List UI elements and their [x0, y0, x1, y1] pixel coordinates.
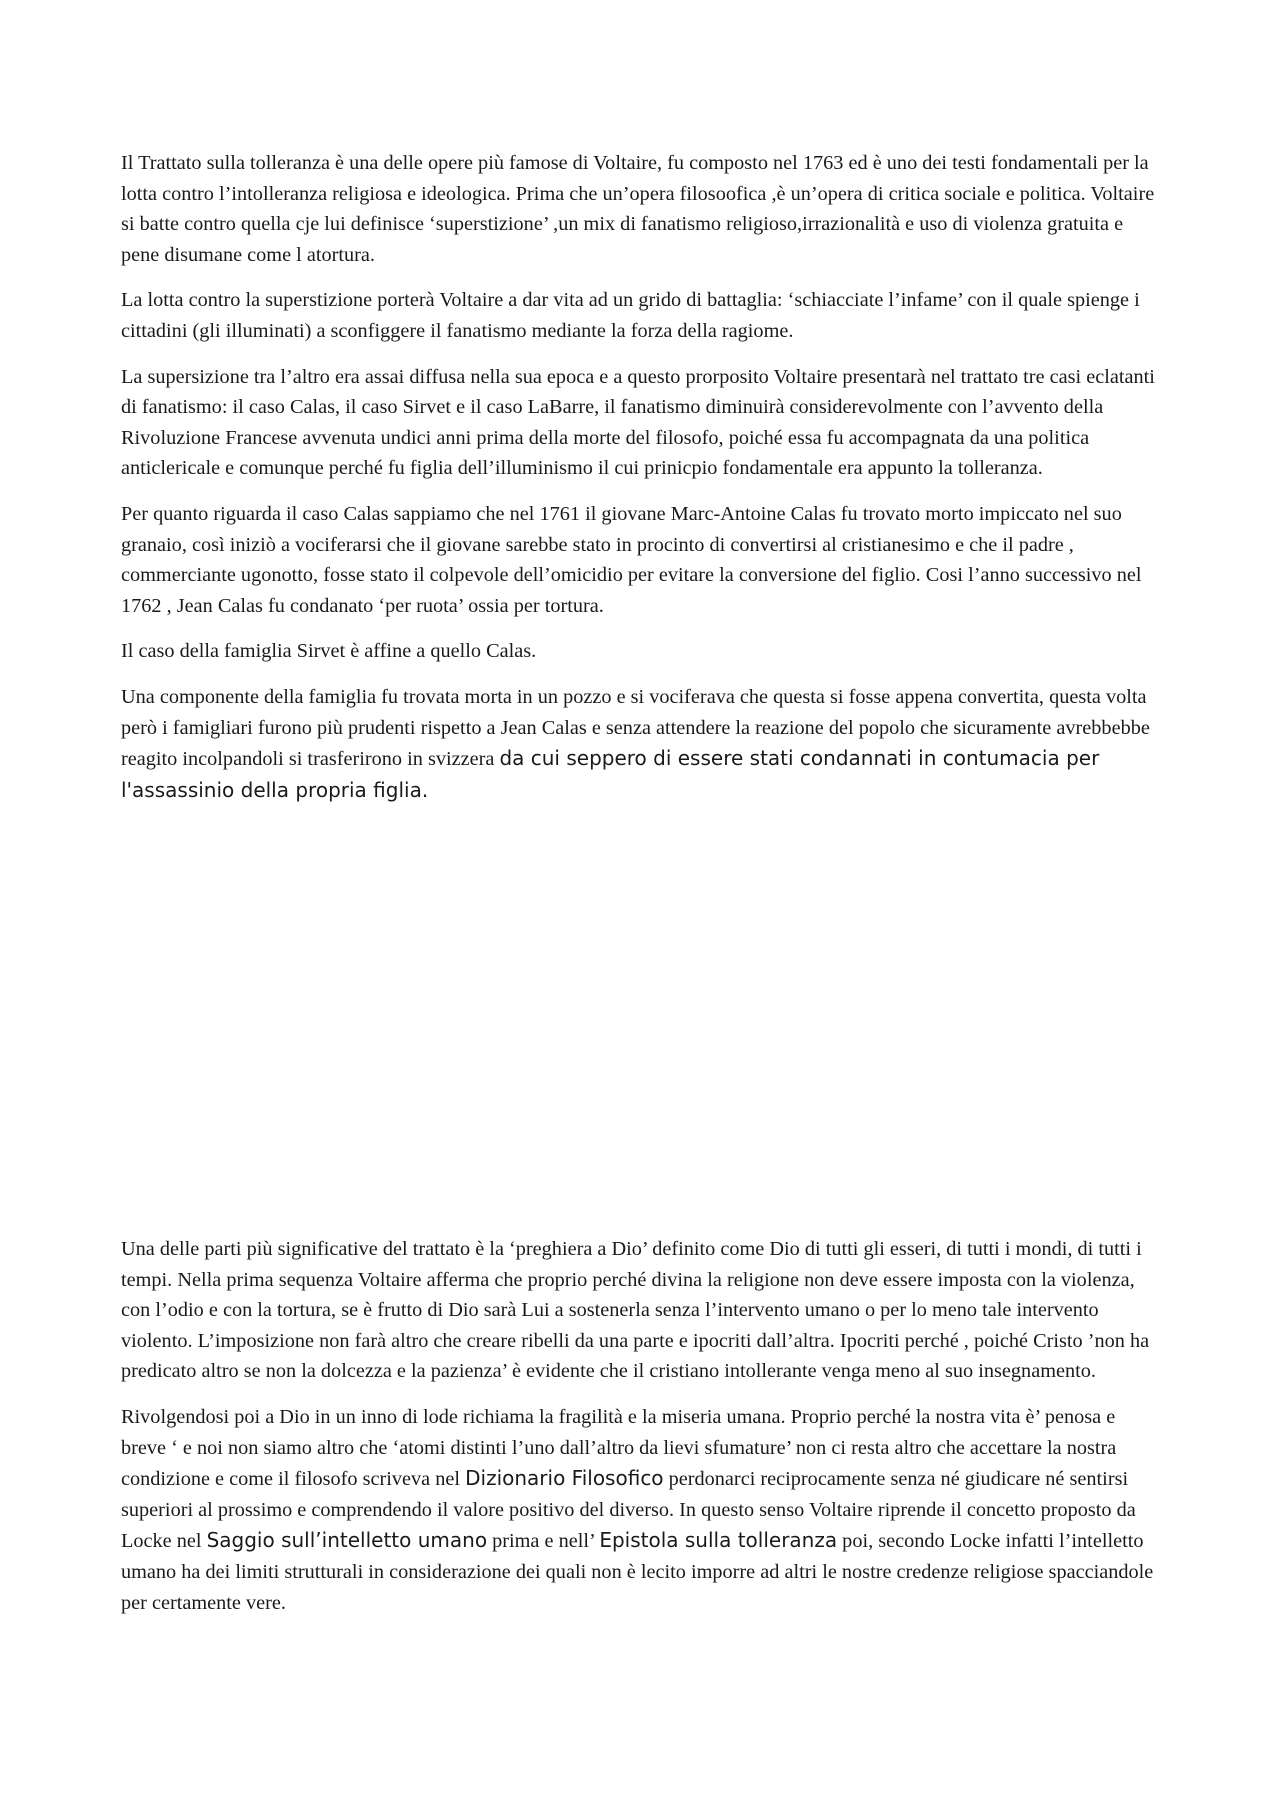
- locke-text-e: prima e nell’: [487, 1530, 600, 1553]
- text-section-2: [121, 1234, 1161, 1633]
- paragraph-three-cases: La supersizione tra l’altro era assai diffusa nella sua epoca e a questo prorposito Voltaire presentarà nel trattato tre casi eclatanti di fanatismo: il caso Calas, il caso Sirvet e il caso LaBarre, il fanatismo diminuirà considerevolmente con l’avvento della Rivoluzione Francese avvenuta undici anni prima della morte del filosofo, poiché essa fu accompagnata da una politica anticlericale e comunque perché fu figlia dell’illuminismo il cui prinicpio fondamentale era appunto la tolleranza.: [121, 365, 1155, 480]
- title-saggio-intelletto: Saggio sull’intelletto umano: [206, 1528, 488, 1553]
- paragraph-prayer: Una delle parti più significative del trattato è la ‘preghiera a Dio’ definito come Dio di tutti gli esseri, di tutti i mondi, di tutti i tempi. Nella prima sequenza Voltaire afferma che proprio perché divina la religione non deve essere imposta con la violenza, con l’odio e con la tortura, se è frutto di Dio sarà Lui a sostenerla senza l’intervento umano o per lo meno tale intervento violento. L’imposizione non farà altro che creare ribelli da una parte e ipocriti dall’altra. Ipocriti perché , poiché Cristo ’non ha predicato altro se non la dolcezza e la pazienza’ è evidente che il cristiano intollerante venga meno al suo insegnamento.: [121, 1238, 1150, 1383]
- sirvet-text-sans: da cui seppero di essere stati condannati in contumacia per l'assassinio della propria figlia.: [121, 746, 1100, 802]
- paragraph-calas-case: Per quanto riguarda il caso Calas sappiamo che nel 1761 il giovane Marc-Antoine Calas fu trovato morto impiccato nel suo granaio, così iniziò a vociferarsi che il giovane sarebbe stato in procinto di convertirsi al cristianesimo e che il padre , commerciante ugonotto, fosse stato il colpevole dell’omicidio per evitare la conversione del figlio. Cosi l’anno successivo nel 1762 , Jean Calas fu condanato ‘per ruota’ ossia per tortura.: [121, 502, 1142, 617]
- title-dizionario-filosofico: Dizionario Filosofico: [465, 1466, 664, 1491]
- text-section-1: [121, 148, 1161, 821]
- paragraph-battle-cry: La lotta contro la superstizione porterà Voltaire a dar vita ad un grido di battaglia: ‘schiacciate l’infame’ con il quale spienge i cittadini (gli illuminati) a sconfiggere il fanatismo mediante la forza della ragiome.: [121, 289, 1140, 342]
- paragraph-intro: Il Trattato sulla tolleranza è una delle opere più famose di Voltaire, fu composto nel 1763 ed è uno dei testi fondamentali per la lotta contro l’intolleranza religiosa e ideologica. Prima che un’opera filosoofica ,è un’opera di critica sociale e politica. Voltaire si batte contro quella cje lui definisce ‘superstizione’ ,un mix di fanatismo religioso,irrazionalità e uso di violenza gratuita e pene disumane come l atortura.: [121, 152, 1155, 266]
- locke-text-a: Rivolgendosi poi a Dio in un inno di lode richiama la fragilità e la miseria umana. Proprio perché la nostra vita è’ penosa e breve ‘ e noi non siamo altro che ‘atomi distinti l’uno dall’altro da lievi sfumature’ non ci resta altro che accettare la nostra condizione e come il filosofo scriveva nel: [121, 1405, 1117, 1491]
- paragraph-sirvet-intro: Il caso della famiglia Sirvet è affine a quello Calas.: [121, 640, 537, 663]
- sirvet-text-serif: Una componente della famiglia fu trovata morta in un pozzo e si vociferava che questa si fosse appena convertita, questa volta però i famigliari furono più prudenti rispetto a Jean Calas e senza attendere la reazione del popolo che sicuramente avrebbebbe reagito incolpandoli si trasferirono in svizzera: [121, 685, 1150, 771]
- locke-text-g: poi, secondo Locke infatti l’intelletto umano ha dei limiti strutturali in considerazione dei quali non è lecito imporre ad altri le nostre credenze religiose spacciandole per certamente vere.: [121, 1530, 1154, 1614]
- paragraph-locke: [121, 1402, 1161, 1618]
- paragraph-sirvet-detail: [121, 682, 1161, 806]
- locke-text-c: perdonarci reciprocamente senza né giudicare né sentirsi superiori al prossimo e comprendendo il valore positivo del diverso. In questo senso Voltaire riprende il concetto proposto da Locke nel: [121, 1468, 1136, 1553]
- title-epistola-tolleranza: Epistola sulla tolleranza: [599, 1528, 838, 1553]
